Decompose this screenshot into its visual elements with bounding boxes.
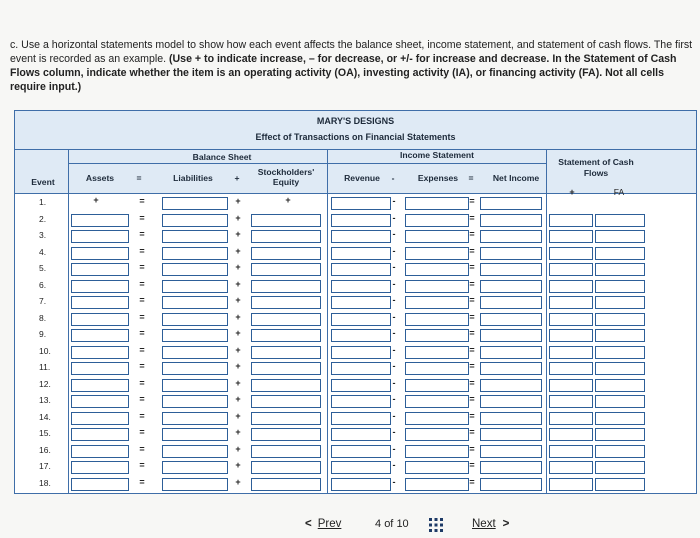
revenue-cell[interactable]	[331, 346, 391, 359]
assets-cell[interactable]	[71, 247, 129, 260]
grid-icon[interactable]	[429, 518, 443, 532]
expenses-cell[interactable]	[405, 280, 469, 293]
liabilities-cell[interactable]	[162, 263, 228, 276]
equity-cell[interactable]	[251, 230, 321, 243]
assets-cell[interactable]	[71, 395, 129, 408]
equity-cell[interactable]	[251, 428, 321, 441]
cash-flow-sign-cell[interactable]	[549, 214, 593, 227]
operator-sign: =	[139, 212, 145, 223]
table-row	[15, 393, 698, 410]
assets-cell[interactable]	[71, 428, 129, 441]
operator-sign: +	[235, 245, 241, 256]
company-name: MARY'S DESIGNS	[316, 116, 395, 126]
minus-header: -	[391, 173, 395, 183]
operator-sign: =	[139, 443, 145, 454]
operator-sign: -	[392, 427, 396, 437]
operator-sign: =	[469, 361, 475, 371]
equity-cell[interactable]	[251, 247, 321, 260]
cash-flow-sign-cell[interactable]	[549, 412, 593, 425]
operator-sign: +	[235, 295, 241, 305]
operator-sign: =	[469, 278, 475, 289]
net-income-cell[interactable]	[480, 445, 542, 458]
expenses-cell[interactable]	[405, 412, 469, 425]
net-income-cell[interactable]	[480, 214, 542, 227]
income-statement-group-header: Income Statement	[399, 150, 475, 160]
prev-label: Prev	[317, 518, 342, 530]
equity-cell[interactable]	[251, 412, 321, 425]
cash-flows-header: Statement of Cash Flows	[558, 157, 634, 178]
operator-sign: +	[235, 344, 241, 355]
operator-sign: =	[139, 460, 145, 470]
assets-cell[interactable]	[71, 214, 129, 227]
revenue-cell[interactable]	[331, 478, 391, 491]
cash-flow-sign-cell[interactable]	[549, 478, 593, 491]
cash-flow-activity-cell[interactable]	[595, 478, 645, 491]
cash-flow-sign-cell[interactable]	[549, 428, 593, 441]
cash-flow-activity-cell[interactable]	[595, 379, 645, 392]
cash-flow-activity-cell[interactable]	[595, 362, 645, 375]
table-subtitle: Effect of Transactions on Financial Statements	[255, 132, 456, 142]
cash-flow-sign-cell[interactable]	[549, 346, 593, 359]
liabilities-header: Liabilities	[173, 173, 213, 183]
operator-sign: =	[469, 245, 475, 256]
cash-flow-activity-cell[interactable]	[595, 428, 645, 441]
event-number: 17.	[39, 461, 51, 471]
revenue-cell[interactable]	[331, 445, 391, 458]
cash-flow-sign-cell[interactable]	[549, 313, 593, 326]
cash-flow-sign-cell[interactable]	[549, 329, 593, 342]
instructions-text: c. Use a horizontal statements model to show how each event affects the balance sheet, income statement, and statement of cash flows. The first event is recorded as an example.	[10, 39, 693, 65]
operator-sign: -	[392, 245, 396, 256]
cash-flow-activity-cell[interactable]	[595, 395, 645, 408]
operator-sign: =	[469, 295, 475, 305]
net-income-cell[interactable]	[480, 362, 542, 375]
event-number: 9.	[39, 329, 47, 339]
table-row	[15, 344, 698, 361]
operator-sign: +	[235, 278, 241, 289]
cash-flow-activity-cell[interactable]	[595, 461, 645, 474]
equity-cell[interactable]	[251, 280, 321, 293]
example-equity-sign: +	[285, 195, 291, 205]
net-income-cell[interactable]	[480, 395, 542, 408]
equity-cell[interactable]	[251, 379, 321, 392]
operator-sign: -	[392, 229, 396, 239]
revenue-cell[interactable]	[331, 379, 391, 392]
operator-sign: =	[469, 476, 475, 487]
operator-sign: -	[392, 328, 396, 338]
operator-sign: -	[392, 212, 396, 223]
revenue-cell[interactable]	[331, 280, 391, 293]
divider	[15, 193, 696, 194]
event-number: 12.	[39, 378, 51, 389]
operator-sign: =	[139, 410, 145, 421]
horizontal-statements-table	[14, 110, 697, 494]
revenue-cell[interactable]	[331, 247, 391, 260]
page-indicator	[375, 518, 409, 530]
net-income-cell[interactable]	[480, 428, 542, 441]
operator-sign: =	[139, 476, 145, 487]
table-row	[15, 294, 698, 311]
revenue-cell[interactable]	[331, 296, 391, 309]
assets-cell[interactable]	[71, 362, 129, 375]
cash-flow-activity-cell[interactable]	[595, 230, 645, 243]
net-income-cell[interactable]	[480, 412, 542, 425]
liabilities-cell[interactable]	[162, 247, 228, 260]
operator-sign: =	[469, 212, 475, 223]
assets-cell[interactable]	[71, 461, 129, 474]
operator-sign: =	[139, 262, 145, 272]
cash-flow-sign-cell[interactable]	[549, 247, 593, 260]
event-number: 1.	[39, 197, 47, 207]
event-number: 11.	[39, 362, 51, 372]
operator-sign: =	[139, 361, 145, 371]
table-row	[15, 311, 698, 328]
expenses-cell[interactable]	[405, 313, 469, 326]
page-current: 4	[375, 518, 382, 530]
assets-cell[interactable]	[71, 313, 129, 326]
operator-sign: =	[139, 311, 145, 322]
expenses-cell[interactable]	[405, 445, 469, 458]
net-income-cell[interactable]	[480, 296, 542, 309]
liabilities-cell[interactable]	[162, 412, 228, 425]
operator-sign: -	[392, 311, 396, 322]
assets-cell[interactable]	[71, 478, 129, 491]
equity-cell[interactable]	[251, 362, 321, 375]
operator-sign: +	[235, 460, 241, 470]
assets-cell[interactable]	[71, 379, 129, 392]
cash-flow-activity-cell[interactable]	[595, 280, 645, 293]
operator-sign: -	[392, 361, 396, 371]
instructions-bold-text: (Use + to indicate increase, – for decrease, or +/- for increase and decrease. In the Statement of Cash Flows column, indicate whether the item is an operating activity (OA), investing activity (IA), or financing activity (FA). Not all cells require input.)	[10, 53, 677, 93]
balance-sheet-group-header: Balance Sheet	[192, 152, 252, 162]
cash-flow-sign-cell[interactable]	[549, 379, 593, 392]
equals-header-2: =	[468, 173, 474, 183]
revenue-cell[interactable]	[331, 412, 391, 425]
cash-flow-activity-cell[interactable]	[595, 346, 645, 359]
net-income-cell[interactable]	[480, 313, 542, 326]
liabilities-cell[interactable]	[162, 214, 228, 227]
equity-cell[interactable]	[251, 478, 321, 491]
pagination-footer	[0, 510, 700, 538]
revenue-cell[interactable]	[331, 197, 391, 210]
equity-cell[interactable]	[251, 461, 321, 474]
example-cash-flow-activity: FA	[613, 187, 625, 197]
revenue-cell[interactable]	[331, 395, 391, 408]
liabilities-cell[interactable]	[162, 428, 228, 441]
operator-sign: =	[469, 427, 475, 437]
operator-sign: =	[139, 196, 145, 206]
liabilities-cell[interactable]	[162, 478, 228, 491]
table-row	[15, 278, 698, 295]
net-income-cell[interactable]	[480, 247, 542, 260]
table-row	[15, 410, 698, 427]
net-income-cell[interactable]	[480, 379, 542, 392]
table-row	[15, 360, 698, 377]
operator-sign: =	[139, 245, 145, 256]
equity-cell[interactable]	[251, 263, 321, 276]
liabilities-cell[interactable]	[162, 230, 228, 243]
page-total: 10	[396, 518, 409, 530]
operator-sign: +	[235, 328, 241, 338]
event-header: Event	[31, 177, 55, 187]
assets-cell[interactable]	[71, 445, 129, 458]
expenses-cell[interactable]	[405, 379, 469, 392]
operator-sign: +	[235, 476, 241, 487]
table-row	[15, 327, 698, 344]
chevron-left-icon: <	[305, 518, 312, 530]
expenses-cell[interactable]	[405, 461, 469, 474]
operator-sign: +	[235, 443, 241, 454]
example-assets-sign: +	[93, 195, 99, 205]
event-number: 6.	[39, 279, 47, 290]
net-income-cell[interactable]	[480, 346, 542, 359]
operator-sign: =	[469, 229, 475, 239]
event-number: 5.	[39, 263, 47, 273]
table-row	[15, 195, 698, 212]
revenue-cell[interactable]	[331, 313, 391, 326]
net-income-cell[interactable]	[480, 230, 542, 243]
cash-flow-activity-cell[interactable]	[595, 247, 645, 260]
revenue-cell[interactable]	[331, 362, 391, 375]
operator-sign: -	[392, 377, 396, 388]
net-income-header: Net Income	[492, 173, 540, 183]
cash-flow-sign-cell[interactable]	[549, 280, 593, 293]
net-income-cell[interactable]	[480, 280, 542, 293]
cash-flow-activity-cell[interactable]	[595, 263, 645, 276]
table-row	[15, 459, 698, 476]
revenue-cell[interactable]	[331, 461, 391, 474]
operator-sign: +	[235, 394, 241, 404]
expenses-cell[interactable]	[405, 395, 469, 408]
operator-sign: =	[469, 344, 475, 355]
equity-cell[interactable]	[251, 329, 321, 342]
net-income-cell[interactable]	[480, 263, 542, 276]
operator-sign: =	[469, 311, 475, 322]
operator-sign: =	[139, 344, 145, 355]
equity-cell[interactable]	[251, 445, 321, 458]
liabilities-cell[interactable]	[162, 313, 228, 326]
cash-flow-activity-cell[interactable]	[595, 329, 645, 342]
operator-sign: =	[139, 278, 145, 289]
cash-flow-activity-cell[interactable]	[595, 214, 645, 227]
event-number: 15.	[39, 428, 51, 438]
expenses-cell[interactable]	[405, 478, 469, 491]
expenses-cell[interactable]	[405, 263, 469, 276]
divider	[68, 163, 546, 164]
liabilities-cell[interactable]	[162, 461, 228, 474]
revenue-header: Revenue	[344, 173, 380, 183]
event-number: 4.	[39, 246, 47, 257]
operator-sign: +	[235, 262, 241, 272]
operator-sign: =	[469, 328, 475, 338]
table-row	[15, 426, 698, 443]
equity-header: Stockholders' Equity	[257, 167, 315, 187]
event-number: 16.	[39, 444, 51, 455]
event-number: 2.	[39, 213, 47, 224]
expenses-cell[interactable]	[405, 329, 469, 342]
revenue-cell[interactable]	[331, 214, 391, 227]
cash-flow-activity-cell[interactable]	[595, 197, 645, 210]
operator-sign: =	[139, 328, 145, 338]
cash-flow-sign-cell[interactable]	[549, 461, 593, 474]
assets-cell[interactable]	[71, 412, 129, 425]
operator-sign: -	[392, 476, 396, 487]
operator-sign: -	[392, 196, 396, 206]
event-number: 10.	[39, 345, 51, 356]
prev-button[interactable]	[305, 518, 341, 530]
operator-sign: -	[392, 262, 396, 272]
operator-sign: +	[235, 410, 241, 421]
cash-flow-sign-cell[interactable]	[549, 263, 593, 276]
cash-flow-sign-cell[interactable]	[549, 395, 593, 408]
operator-sign: +	[235, 229, 241, 239]
operator-sign: =	[469, 460, 475, 470]
assets-cell[interactable]	[71, 346, 129, 359]
instructions	[10, 38, 695, 94]
liabilities-cell[interactable]	[162, 395, 228, 408]
table-row	[15, 443, 698, 460]
cash-flow-sign-cell[interactable]	[549, 230, 593, 243]
operator-sign: =	[139, 427, 145, 437]
expenses-cell[interactable]	[405, 428, 469, 441]
equity-cell[interactable]	[251, 346, 321, 359]
revenue-cell[interactable]	[331, 263, 391, 276]
operator-sign: =	[139, 229, 145, 239]
operator-sign: =	[139, 295, 145, 305]
operator-sign: -	[392, 443, 396, 454]
expenses-cell[interactable]	[405, 230, 469, 243]
operator-sign: -	[392, 295, 396, 305]
net-income-cell[interactable]	[480, 329, 542, 342]
operator-sign: +	[235, 311, 241, 322]
cash-flow-sign-cell[interactable]	[549, 445, 593, 458]
operator-sign: =	[469, 394, 475, 404]
cash-flow-activity-cell[interactable]	[595, 445, 645, 458]
assets-cell[interactable]	[71, 280, 129, 293]
next-label: Next	[472, 518, 496, 530]
operator-sign: -	[392, 344, 396, 355]
liabilities-cell[interactable]	[162, 296, 228, 309]
operator-sign: =	[139, 377, 145, 388]
table-row	[15, 476, 698, 493]
liabilities-cell[interactable]	[162, 379, 228, 392]
operator-sign: -	[392, 410, 396, 421]
plus-header: +	[234, 173, 240, 183]
operator-sign: -	[392, 278, 396, 289]
equity-cell[interactable]	[251, 313, 321, 326]
operator-sign: +	[235, 361, 241, 371]
event-number: 7.	[39, 296, 47, 306]
liabilities-cell[interactable]	[162, 197, 228, 210]
page-of: of	[384, 518, 394, 530]
divider	[15, 149, 696, 150]
next-button[interactable]	[472, 518, 509, 530]
cash-flow-activity-cell[interactable]	[595, 412, 645, 425]
operator-sign: =	[139, 394, 145, 404]
operator-sign: =	[469, 410, 475, 421]
event-number: 14.	[39, 411, 51, 422]
liabilities-cell[interactable]	[162, 362, 228, 375]
cash-flow-sign-cell[interactable]	[549, 362, 593, 375]
table-row	[15, 245, 698, 262]
equals-header: =	[136, 173, 142, 183]
event-number: 13.	[39, 395, 51, 405]
operator-sign: -	[392, 460, 396, 470]
operator-sign: +	[235, 427, 241, 437]
expenses-cell[interactable]	[405, 296, 469, 309]
expenses-cell[interactable]	[405, 247, 469, 260]
liabilities-cell[interactable]	[162, 329, 228, 342]
expenses-cell[interactable]	[405, 362, 469, 375]
equity-cell[interactable]	[251, 214, 321, 227]
operator-sign: =	[469, 377, 475, 388]
operator-sign: -	[392, 394, 396, 404]
expenses-cell[interactable]	[405, 197, 469, 210]
expenses-cell[interactable]	[405, 346, 469, 359]
net-income-cell[interactable]	[480, 197, 542, 210]
assets-header: Assets	[85, 173, 115, 183]
table-title-band	[15, 111, 696, 149]
operator-sign: =	[469, 443, 475, 454]
assets-cell[interactable]	[71, 230, 129, 243]
liabilities-cell[interactable]	[162, 280, 228, 293]
cash-flow-sign-cell[interactable]	[549, 296, 593, 309]
event-number: 18.	[39, 477, 51, 488]
revenue-cell[interactable]	[331, 329, 391, 342]
equity-cell[interactable]	[251, 296, 321, 309]
cash-flow-activity-cell[interactable]	[595, 313, 645, 326]
event-number: 8.	[39, 312, 47, 323]
revenue-cell[interactable]	[331, 230, 391, 243]
assets-cell[interactable]	[71, 296, 129, 309]
expenses-header: Expenses	[417, 173, 459, 183]
revenue-cell[interactable]	[331, 428, 391, 441]
operator-sign: +	[235, 212, 241, 223]
operator-sign: +	[235, 196, 241, 206]
operator-sign: +	[235, 377, 241, 388]
cash-flow-activity-cell[interactable]	[595, 296, 645, 309]
table-row	[15, 228, 698, 245]
table-row	[15, 261, 698, 278]
operator-sign: =	[469, 262, 475, 272]
net-income-cell[interactable]	[480, 478, 542, 491]
example-cash-flow-sign: +	[569, 187, 575, 197]
expenses-cell[interactable]	[405, 214, 469, 227]
cash-flow-sign-cell[interactable]	[549, 197, 593, 210]
table-row	[15, 377, 698, 394]
table-row	[15, 212, 698, 229]
chevron-right-icon: >	[502, 518, 510, 530]
liabilities-cell[interactable]	[162, 445, 228, 458]
operator-sign: =	[469, 196, 475, 206]
event-number: 3.	[39, 230, 47, 240]
equity-cell[interactable]	[251, 395, 321, 408]
liabilities-cell[interactable]	[162, 346, 228, 359]
assets-cell[interactable]	[71, 329, 129, 342]
assets-cell[interactable]	[71, 263, 129, 276]
net-income-cell[interactable]	[480, 461, 542, 474]
